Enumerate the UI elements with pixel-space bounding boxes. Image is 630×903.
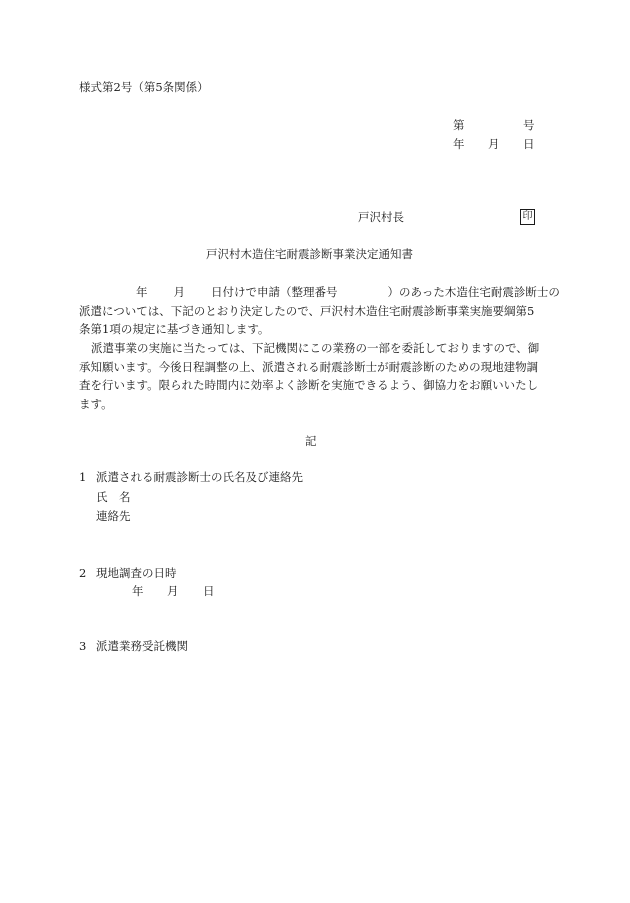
item-1-contact-label: 連絡先 xyxy=(96,509,131,523)
paragraph-2-line-1: 派遣事業の実施に当たっては、下記機関にこの業務の一部を委託しておりますので、御 xyxy=(91,341,540,355)
item-1-name-label: 氏 名 xyxy=(96,490,131,504)
sender-name: 戸沢村長 xyxy=(358,210,404,224)
item-2-title: 現地調査の日時 xyxy=(96,566,177,580)
application-date-year: 年 xyxy=(136,285,148,299)
paragraph-1-line-2: 派遣については、下記のとおり決定したので、戸沢村木造住宅耐震診断事業実施要綱第5 xyxy=(79,303,535,318)
form-number: 様式第2号（第5条関係） xyxy=(79,80,209,94)
seal-mark: 印 xyxy=(520,209,535,225)
item-1-title: 派遣される耐震診断士の氏名及び連絡先 xyxy=(96,470,303,484)
item-3-number: 3 xyxy=(79,639,87,653)
paragraph-2-line-4: ます。 xyxy=(79,396,113,411)
application-date-month: 月 xyxy=(173,285,185,299)
paragraph-1-line-3: 条第1項の規定に基づき通知します。 xyxy=(79,322,270,336)
item-1-number: 1 xyxy=(79,470,87,484)
doc-number-suffix: 号 xyxy=(523,118,535,132)
paragraph-1-line-1 xyxy=(79,283,560,302)
paragraph-2-line-2: 承知願います。今後日程調整の上、派遣される耐震診断士が耐震診断のための現地建物調 xyxy=(79,359,539,374)
item-3-title: 派遣業務受託機関 xyxy=(96,639,188,653)
survey-date-month: 月 xyxy=(167,584,179,598)
paragraph-2-line-3: 査を行います。限られた時間内に効率よく診断を実施できるよう、御協力をお願いいたし xyxy=(79,378,539,392)
item-2-number: 2 xyxy=(79,566,87,580)
document-title: 戸沢村木造住宅耐震診断事業決定通知書 xyxy=(206,247,413,261)
survey-date-day: 日 xyxy=(203,584,215,598)
survey-date-year: 年 xyxy=(132,584,144,598)
ki-heading: 記 xyxy=(305,434,317,448)
issue-date-day: 日 xyxy=(523,137,535,151)
issue-date-year: 年 xyxy=(453,137,465,151)
application-reference: 日付けで申請（整理番号 xyxy=(211,285,338,299)
issue-date-month: 月 xyxy=(488,137,500,151)
doc-number-prefix: 第 xyxy=(453,118,465,132)
body-paragraph-1 xyxy=(79,283,560,339)
application-line-tail: ）のあった木造住宅耐震診断士の xyxy=(387,285,560,299)
body-paragraph-2 xyxy=(79,339,551,413)
